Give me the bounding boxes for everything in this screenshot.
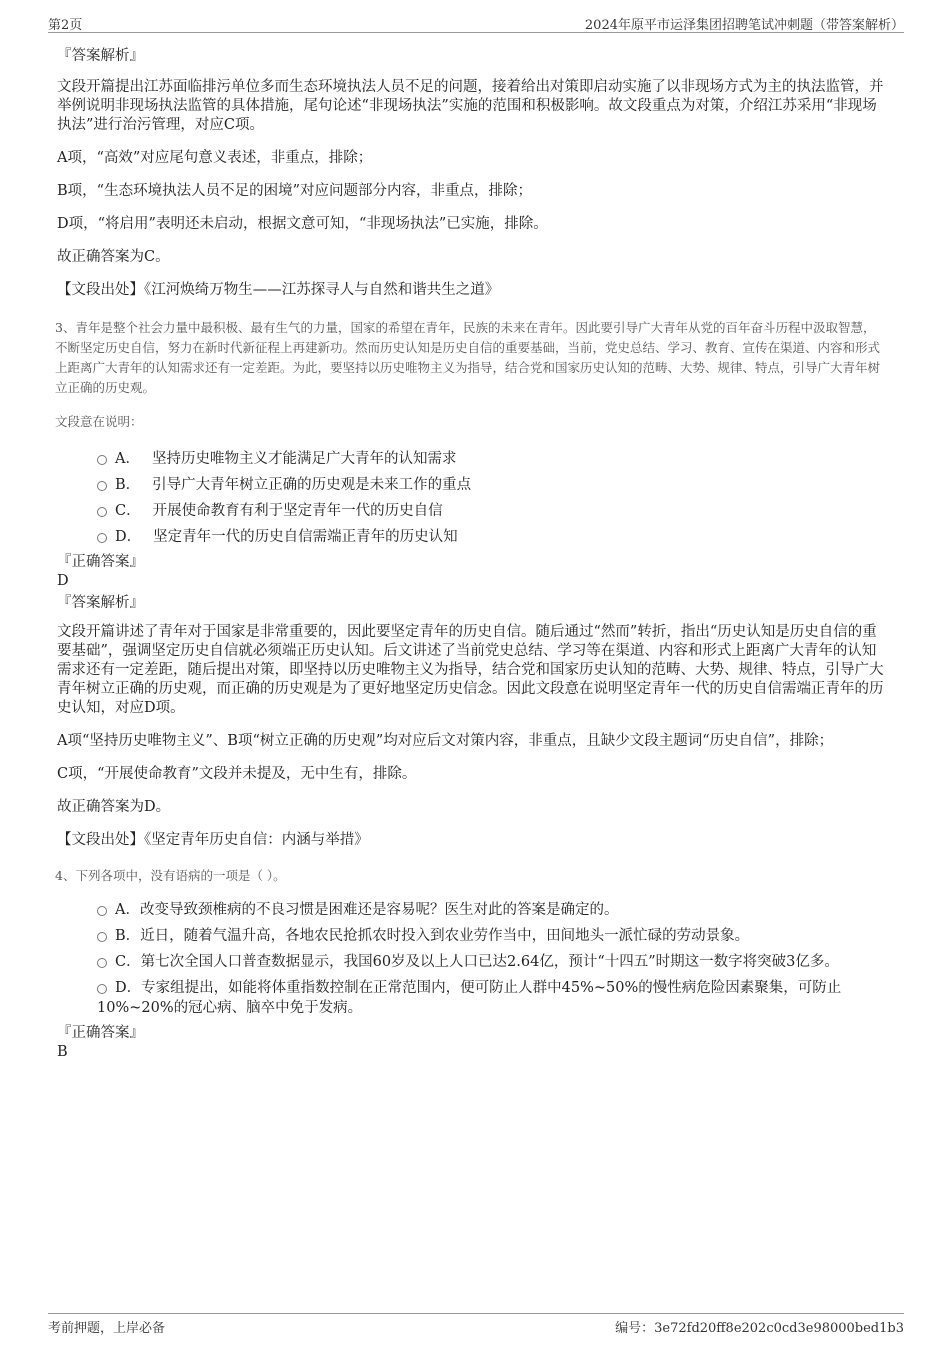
radio-icon[interactable] [97,455,107,465]
analysis-paragraph: 文段开篇提出江苏面临排污单位多而生态环境执法人员不足的问题，接着给出对策即启动实施了以非现场方式为主的执法监管，并举例说明非现场执法监管的具体措施，尾句论述“非现场执法”实施的范围和积极影响。故文段重点为对策，介绍江苏采用“非现场执法”进行治污管理，对应C项。 [57,79,884,133]
correct-answer: B [57,1044,68,1060]
analysis-source: 【文段出处】《坚定青年历史自信：内涵与举措》 [57,832,369,848]
option-a[interactable]: A． 坚持历史唯物主义才能满足广大青年的认知需求 [97,449,887,469]
radio-icon[interactable] [97,984,107,994]
footer-slogan: 考前押题，上岸必备 [48,1321,166,1336]
radio-icon[interactable] [97,958,107,968]
page-footer [48,1313,904,1337]
question-3-options [97,449,887,547]
option-b[interactable]: B．近日，随着气温升高，各地农民抢抓农时投入到农业劳作当中，田间地头一派忙碌的劳动景象。 [97,926,887,946]
analysis-option-b: B项，“生态环境执法人员不足的困境”对应问题部分内容，非重点，排除； [57,183,532,199]
analysis-conclusion: 故正确答案为D。 [57,799,171,815]
analysis-option-a: A项，“高效”对应尾句意义表述，非重点，排除； [57,150,373,166]
radio-icon[interactable] [97,533,107,543]
radio-icon[interactable] [97,481,107,491]
option-a[interactable]: A．改变导致颈椎病的不良习惯是困难还是容易呢？医生对此的答案是确定的。 [97,900,887,920]
radio-icon[interactable] [97,507,107,517]
correct-answer: D [57,573,69,589]
analysis-conclusion: 故正确答案为C。 [57,249,170,265]
document-body [57,46,887,1064]
analysis-paragraph: 文段开篇讲述了青年对于国家是非常重要的，因此要坚定青年的历史自信。随后通过“然而”转折，指出“历史认知是历史自信的重要基础”，强调坚定历史自信就必须端正历史认知。后文讲述了当前党史总结、学习等在渠道、内容和形式上距离广大青年的认知需求还有一定差距，随后提出对策，即坚持以历史唯物主义为指导，结合党和国家历史认知的范畴、大势、规律、特点，引导广大青年树立正确的历史观，而正确的历史观是为了更好地坚定历史信念。因此文段意在说明坚定青年一代的历史自信需端正青年的历史认知，对应D项。 [57,624,884,716]
analysis-option-ab: A项“坚持历史唯物主义”、B项“树立正确的历史观”均对应后文对策内容，非重点，且缺少文段主题词“历史自信”，排除； [57,733,834,749]
page-header [48,14,904,33]
analysis-option-d: D项，“将启用”表明还未启动，根据文意可知，“非现场执法”已实施，排除。 [57,216,548,232]
analysis-source: 【文段出处】《江河焕绮万物生——江苏探寻人与自然和谐共生之道》 [57,282,500,298]
question-4-stem: 4、下列各项中，没有语病的一项是（ ）。 [55,868,286,883]
correct-answer-tag: 『正确答案』 [57,554,144,570]
question-3-prompt: 文段意在说明： [55,414,143,429]
document-title: 2024年原平市运泽集团招聘笔试冲刺题（带答案解析） [584,18,904,33]
question-4-options [97,900,887,1018]
option-b[interactable]: B． 引导广大青年树立正确的历史观是未来工作的重点 [97,475,887,495]
option-d[interactable]: D．专家组提出，如能将体重指数控制在正常范围内，便可防止人群中45%~50%的慢性病危险因素聚集，可防止10%~20%的冠心病、脑卒中免于发病。 [97,980,842,1016]
analysis-tag: 『答案解析』 [57,48,144,64]
option-d[interactable]: D． 坚定青年一代的历史自信需端正青年的历史认知 [97,527,887,547]
question-3-stem: 3、青年是整个社会力量中最积极、最有生气的力量，国家的希望在青年，民族的未来在青年。因此要引导广大青年从党的百年奋斗历程中汲取智慧，不断坚定历史自信，努力在新时代新征程上再建新功。然而历史认知是历史自信的重要基础，当前，党史总结、学习、教育、宣传在渠道、内容和形式上距离广大青年的认知需求还有一定差距。为此，要坚持以历史唯物主义为指导，结合党和国家历史认知的范畴、大势、规律、特点，引导广大青年树立正确的历史观。 [55,320,881,395]
analysis-option-c: C项，“开展使命教育”文段并未提及，无中生有，排除。 [57,766,417,782]
option-c[interactable]: C． 开展使命教育有利于坚定青年一代的历史自信 [97,501,887,521]
option-c[interactable]: C．第七次全国人口普查数据显示，我国60岁及以上人口已达2.64亿，预计“十四五”时期这一数字将突破3亿多。 [97,952,887,972]
radio-icon[interactable] [97,906,107,916]
analysis-tag: 『答案解析』 [57,595,144,611]
radio-icon[interactable] [97,932,107,942]
page-number: 第2页 [48,18,83,33]
document-id: 编号：3e72fd20ff8e202c0cd3e98000bed1b3 [615,1321,904,1336]
correct-answer-tag: 『正确答案』 [57,1025,144,1041]
